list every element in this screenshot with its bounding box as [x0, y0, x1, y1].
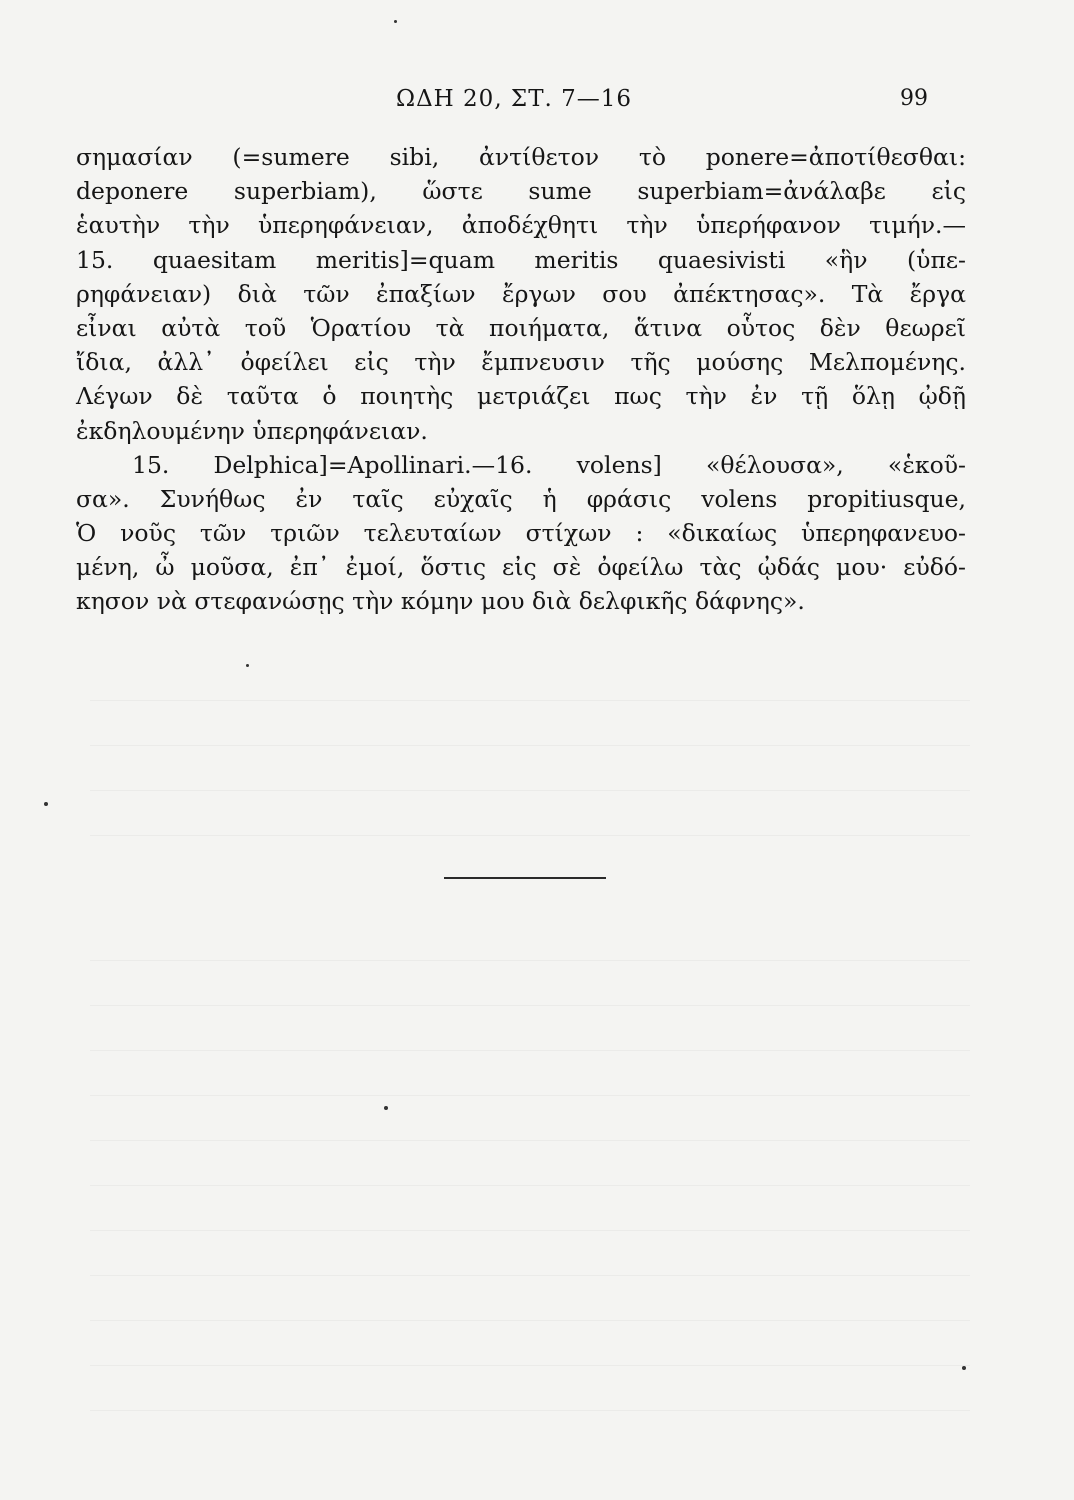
- bleed-through-line: [90, 1230, 970, 1231]
- text-line: σα». Συνήθως ἐν ταῖς εὐχαῖς ἡ φράσις volens propitiusque,: [76, 484, 966, 513]
- bleed-through-line: [90, 960, 970, 961]
- bleed-through-line: [90, 745, 970, 746]
- text-line: ἑαυτὴν τὴν ὑπερηφάνειαν, ἀποδέχθητι τὴν ὑπερήφανον τιμήν.—: [76, 211, 966, 240]
- bleed-through-line: [90, 1140, 970, 1141]
- page-number: 99: [900, 86, 928, 111]
- text-line: deponere superbiam), ὥστε sume superbiam=ἀνάλαβε εἰς: [76, 177, 966, 206]
- text-line: κησον νὰ στεφανώσῃς τὴν κόμην μου διὰ δελφικῆς δάφνης».: [76, 587, 805, 616]
- text-line: σημασίαν (=sumere sibi, ἀντίθετον τὸ ponere=ἀποτίθεσθαι:: [76, 143, 966, 171]
- bleed-through-line: [90, 700, 970, 701]
- text-line: 15. Delphica]=Apollinari.—16. volens] «θέλουσα», «ἑκοῦ-: [132, 450, 966, 479]
- bleed-through-line: [90, 835, 970, 836]
- text-line: εἶναι αὐτὰ τοῦ Ὁρατίου τὰ ποιήματα, ἅτινα οὗτος δὲν θεωρεῖ: [76, 313, 966, 342]
- text-line: Λέγων δὲ ταῦτα ὁ ποιητὴς μετριάζει πως τὴν ἐν τῇ ὅλῃ ᾠδῇ: [76, 382, 966, 411]
- bleed-through-line: [90, 1050, 970, 1051]
- ink-speck: [394, 20, 397, 23]
- commentary-text: [76, 140, 966, 619]
- ink-speck: [384, 1106, 388, 1110]
- running-head: ΩΔΗ 20, ΣΤ. 7—16: [396, 86, 633, 112]
- text-line: ρηφάνειαν) διὰ τῶν ἐπαξίων ἔργων σου ἀπέκτησας». Τὰ ἔργα: [76, 279, 966, 308]
- bleed-through-line: [90, 1005, 970, 1006]
- page-header: [0, 86, 1074, 120]
- text-line: 15. quaesitam meritis]=quam meritis quaesivisti «ἣν (ὑπε-: [76, 245, 966, 274]
- text-line: ἐκδηλουμένην ὑπερηφάνειαν.: [76, 416, 428, 445]
- bleed-through-line: [90, 1185, 970, 1186]
- bleed-through-line: [90, 1320, 970, 1321]
- ink-speck: [246, 664, 249, 667]
- ink-speck: [962, 1366, 966, 1370]
- section-divider: [444, 877, 606, 879]
- bleed-through-line: [90, 790, 970, 791]
- bleed-through-line: [90, 1275, 970, 1276]
- text-line: μένη, ὦ μοῦσα, ἐπ᾿ ἐμοί, ὅστις εἰς σὲ ὀφείλω τὰς ᾠδάς μου· εὐδό-: [76, 553, 966, 582]
- bleed-through-line: [90, 1410, 970, 1411]
- text-line: ἴδια, ἀλλ᾿ ὀφείλει εἰς τὴν ἔμπνευσιν τῆς μούσης Μελπομένης.: [76, 348, 966, 377]
- bleed-through-line: [90, 1365, 970, 1366]
- ink-speck: [44, 802, 48, 806]
- bleed-through-line: [90, 1095, 970, 1096]
- text-line: Ὁ νοῦς τῶν τριῶν τελευταίων στίχων : «δικαίως ὑπερηφανευο-: [76, 519, 966, 548]
